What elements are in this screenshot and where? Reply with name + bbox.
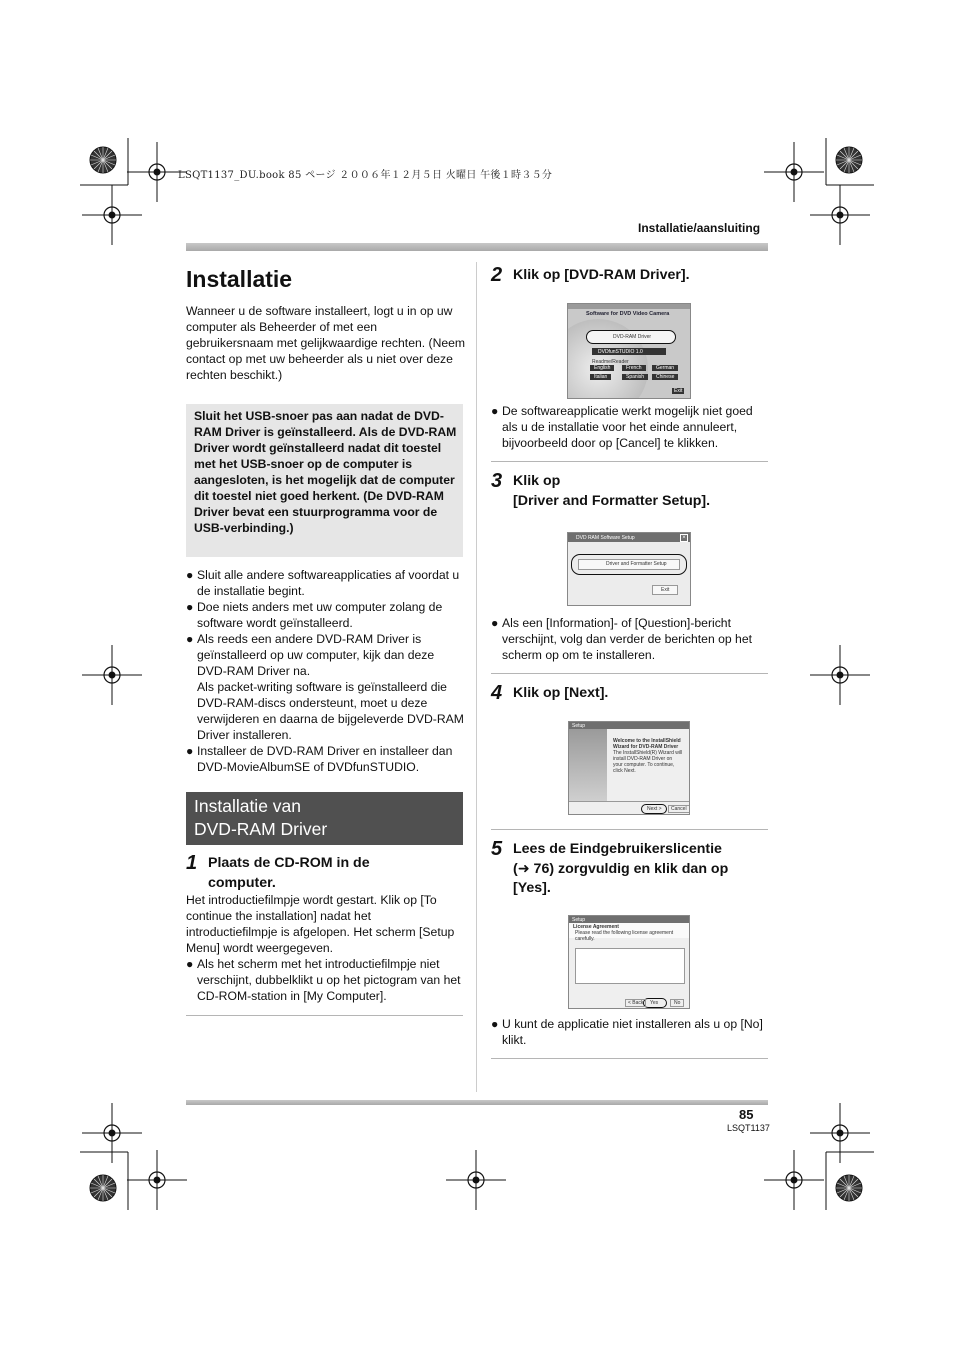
close-icon: ×: [680, 534, 688, 542]
section-header: [186, 792, 463, 845]
screenshot-dvd-ram-software-setup: [567, 532, 691, 606]
step-2-bullets: [491, 403, 769, 451]
document-id: LSQT1137: [727, 1123, 770, 1133]
wizard-body: The InstallShield(R) Wizard will install DVD-RAM Driver on your computer. To continue, click Next.: [613, 750, 683, 774]
wizard-heading: Welcome to the InstallShield Wizard for DVD-RAM Driver: [613, 738, 681, 750]
step-1-bullets: [186, 956, 464, 1004]
screenshot-welcome-wizard: [568, 721, 690, 815]
step-1-text: Het introductiefilmpje wordt gestart. Klik op [To continue the installation] nadat het introductiefilmpje is afgelopen. Het scherm [Setup Menu] wordt weergegeven.: [186, 893, 455, 955]
exit-button: Exit: [652, 585, 678, 595]
list-item: ● U kunt de applicatie niet installeren als u op [No] klikt.: [491, 1017, 763, 1047]
list-item: ● Sluit alle andere softwareapplicaties af voordat u de installatie begint.: [186, 568, 460, 598]
list-item: ● Als reeds een andere DVD-RAM Driver is geïnstalleerd op uw computer, kijk dan deze DVD-RAM Driver na. Als packet-writing software is geïnstalleerd die DVD-RAM-discs ondersteunt, moet u deze verwijderen en daarna de bijgeleverde DVD-RAM Driver installeren.: [186, 632, 464, 742]
dialog-title: Setup: [572, 723, 586, 729]
warning-box: [186, 404, 463, 557]
page-number: 85: [739, 1107, 754, 1122]
intro-paragraph: Wanneer u de software installeert, logt u in op uw computer als Beheerder of met een gebruikersnaam met gelijkwaardige rechten. (Neem contact op met uw beheerder als u niet over deze rechten beschikt.): [186, 304, 466, 382]
driver-formatter-setup-button: Driver and Formatter Setup: [571, 554, 687, 575]
list-item: ● Als een [Information]- of [Question]-bericht verschijnt, volg dan verder de berichten op het scherm op om te installeren.: [491, 616, 752, 662]
divider: [186, 1015, 463, 1016]
dialog-title: DVD RAM Software Setup: [576, 535, 635, 541]
step-number: 5: [491, 838, 503, 860]
step-number: 2: [491, 264, 503, 286]
cancel-button: Cancel: [668, 805, 690, 813]
top-rule-bar: [186, 243, 768, 251]
list-item: ● Installeer de DVD-RAM Driver en installeer dan DVD-MovieAlbumSE of DVDfunSTUDIO.: [186, 744, 453, 774]
preparation-bullets: [186, 567, 466, 775]
list-item: ● Als het scherm met het introductiefilmpje niet verschijnt, dubbelklikt u op het pictogram van het CD-ROM-station in [My Computer].: [186, 957, 461, 1003]
screenshot-setup-menu: Software for DVD Video Camera DVD-RAM Driver DVDfunSTUDIO 1.0 Readme/Reader English French German Italian Spanish Chinese Exit: [567, 303, 691, 399]
exit-button: Exit: [674, 388, 683, 394]
setup-section: Readme/Reader: [592, 359, 629, 365]
step-5-bullets: [491, 1016, 769, 1048]
dialog-title: Setup: [572, 917, 586, 923]
license-subheading: Please read the following license agreement carefully.: [575, 930, 674, 942]
section-header-line2: DVD-RAM Driver: [194, 819, 328, 839]
step-label: Klik op [DVD-RAM Driver].: [513, 267, 690, 283]
step-3-bullets: [491, 615, 769, 663]
license-heading: License Agreement: [573, 924, 619, 930]
step-label: Lees de Eindgebruikerslicentie (➜ 76) zorgvuldig en klik dan op [Yes].: [513, 841, 729, 896]
divider: [491, 1058, 768, 1059]
dvd-ram-driver-button: DVD-RAM Driver: [586, 330, 676, 344]
divider: [491, 829, 768, 830]
section-label: Installatie/aansluiting: [638, 221, 761, 235]
next-button: Next >: [641, 804, 667, 814]
screenshot-license-agreement: [568, 915, 690, 1009]
divider: [491, 461, 768, 462]
step-number: 3: [491, 470, 503, 492]
step-label: Klik op [Driver and Formatter Setup].: [513, 473, 711, 509]
step-label: Plaats de CD-ROM in de computer.: [208, 855, 370, 891]
step-number: 1: [186, 852, 198, 874]
yes-button: Yes: [643, 998, 667, 1008]
bottom-rule-bar: [186, 1100, 768, 1105]
list-item: ● Doe niets anders met uw computer zolang de software wordt geïnstalleerd.: [186, 600, 443, 630]
setup-menu-title: Software for DVD Video Camera: [586, 311, 670, 317]
print-header: LSQT1137_DU.book 85 ページ ２００６年１２月５日 火曜日 午後１時３５分: [178, 170, 553, 181]
section-header-line1: Installatie van: [194, 796, 302, 816]
list-item: ● De softwareapplicatie werkt mogelijk niet goed als u de installatie voor het einde annuleert, bijvoorbeeld door op [Cancel] te klikken.: [491, 404, 753, 450]
column-divider: [476, 262, 477, 1092]
step-number: 4: [491, 682, 503, 704]
setup-field: DVDfunSTUDIO 1.0: [598, 349, 643, 355]
step-label: Klik op [Next].: [513, 685, 609, 701]
back-button: < Back: [625, 999, 646, 1007]
warning-text: Sluit het USB-snoer pas aan nadat de DVD-RAM Driver is geïnstalleerd. Als de DVD-RAM Driver wordt geïnstalleerd nadat dit toestel met het USB-snoer op de computer is aangesloten, is het mogelijk dat de computer dit toestel niet goed herkent. (De DVD-RAM Driver bevat een stuurprogramma voor de USB-verbinding.): [194, 409, 457, 535]
divider: [491, 673, 768, 674]
no-button: No: [670, 999, 684, 1007]
page-title: Installatie: [186, 266, 293, 292]
